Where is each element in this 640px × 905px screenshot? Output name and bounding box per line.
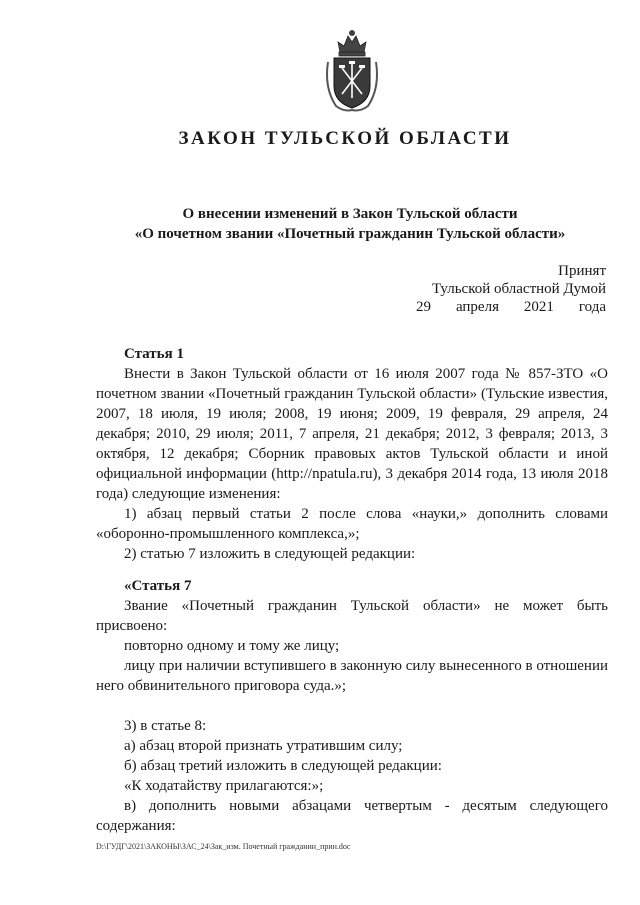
item-3-v: в) дополнить новыми абзацами четвертым - десятым следующего содержания: <box>96 798 608 834</box>
article-7-paragraph-1: Звание «Почетный гражданин Тульской области» не может быть присвоено: <box>96 598 608 634</box>
item-3: 3) в статье 8: <box>124 718 207 734</box>
tula-coat-of-arms-icon <box>322 28 382 114</box>
adopted-word: Принят <box>558 263 606 279</box>
item-3-b: б) абзац третий изложить в следующей редакции: <box>124 758 442 774</box>
adoption-year: 2021 <box>523 299 554 315</box>
article-1-item-2: 2) статью 7 изложить в следующей редакции: <box>124 546 416 562</box>
adoption-year-word: года <box>578 299 606 315</box>
article-1-intro: Внести в Закон Тульской области от 16 июля 2007 года № 857-ЗТО «О почетном звании «Почетный гражданин Тульской области» (Тульские известия, 2007, 18 июля, 19 июля; 2008, 19 июня; 2009, 19 февраля, 29 апреля, 24 декабря; 2010, 29 июля; 2011, 7 апреля, 21 декабря; 2012, 3 февраля; 2013, 3 октября, 12 декабря; Сборник правовых актов Тульской области и иной официальной информации (http://npatula.ru), 3 декабря 2014 года, 13 июля 2018 года) следующие изменения: <box>96 366 608 502</box>
file-path-footer: D:\ГУДГ\2021\ЗАКОНЫ\ЗАС_24\Зак_изм. Почетный гражданин_прин.doc <box>96 842 351 851</box>
article-7-heading: «Статья 7 <box>124 578 192 594</box>
article-7-paragraph-2: повторно одному и тому же лицу; <box>124 638 340 654</box>
adoption-month: апреля <box>455 299 499 315</box>
article-7-paragraph-3: лицу при наличии вступившего в законную силу вынесенного в отношении него обвинительного приговора суда.»; <box>96 658 608 694</box>
article-8-changes <box>96 716 608 836</box>
adoption-date <box>416 298 606 316</box>
article-1-item-1: 1) абзац первый статьи 2 после слова «науки,» дополнить словами «оборонно-промышленного комплекса,»; <box>96 506 608 542</box>
item-3-quote: «К ходатайству прилагаются:»; <box>124 778 324 794</box>
subject-line-2: «О почетном звании «Почетный гражданин Тульской области» <box>134 226 566 242</box>
article-7 <box>96 576 608 696</box>
law-subject <box>80 204 620 244</box>
subject-line-1: О внесении изменений в Закон Тульской области <box>182 206 518 222</box>
article-1 <box>96 344 608 564</box>
law-title: ЗАКОН ТУЛЬСКОЙ ОБЛАСТИ <box>178 128 512 149</box>
adopted-by: Тульской областной Думой <box>431 281 606 297</box>
adoption-day: 29 <box>416 299 431 315</box>
article-1-heading: Статья 1 <box>124 346 184 362</box>
adoption-block <box>416 262 606 316</box>
item-3-a: а) абзац второй признать утратившим силу; <box>124 738 403 754</box>
